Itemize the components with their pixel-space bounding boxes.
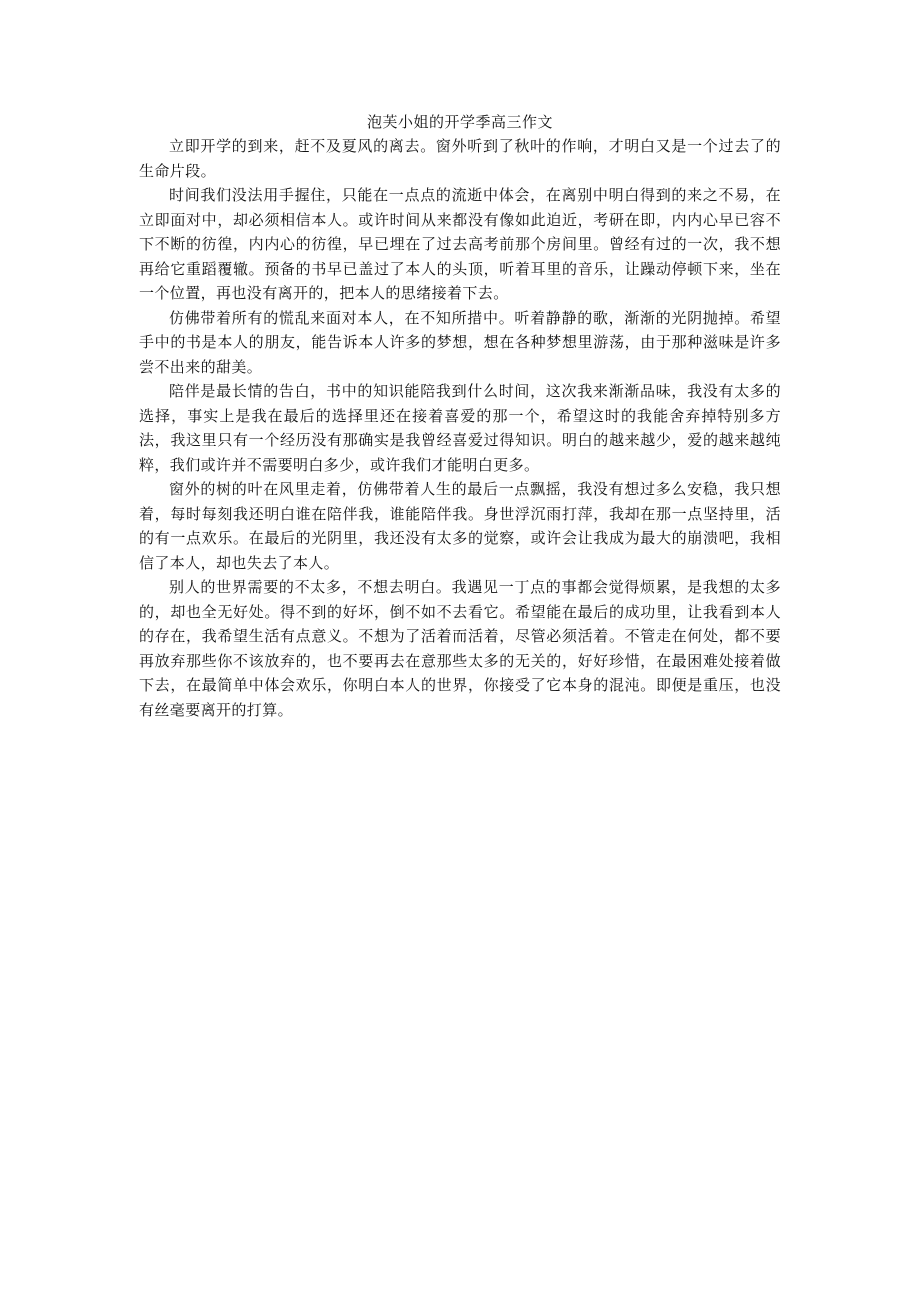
document-title: 泡芙小姐的开学季高三作文: [366, 113, 553, 131]
paragraph-2: 时间我们没法用手握住，只能在一点点的流逝中体会，在离别中明白得到的来之不易，在立即面对中，却必须相信本人。或许时间从来都没有像如此迫近，考研在即，内内心早已容不下不断的彷徨，内内心的彷徨，早已埋在了过去高考前那个房间里。曾经有过的一次，我不想再给它重蹈覆辙。预备的书早已盖过了本人的头顶，听着耳里的音乐，让躁动停顿下来，坐在一个位置，再也没有离开的，把本人的思绪接着下去。: [139, 186, 781, 302]
paragraph-6: 别人的世界需要的不太多，不想去明白。我遇见一丁点的事都会觉得烦累，是我想的太多的，却也全无好处。得不到的好坏，倒不如不去看它。希望能在最后的成功里，让我看到本人的存在，我希望生活有点意义。不想为了活着而活着，尽管必须活着。不管走在何处，都不要再放弃那些你不该放弃的，也不要再去在意那些太多的无关的，好好珍惜，在最困难处接着做下去，在最简单中体会欢乐，你明白本人的世界，你接受了它本身的混沌。即便是重压，也没有丝毫要离开的打算。: [139, 578, 781, 719]
paragraph-3: 仿佛带着所有的慌乱来面对本人，在不知所措中。听着静静的歌，渐渐的光阴抛掉。希望手中的书是本人的朋友，能告诉本人许多的梦想，想在各种梦想里游荡，由于那种滋味是许多尝不出来的甜美。: [139, 308, 781, 376]
document-page: [139, 112, 781, 722]
paragraph-4: 陪伴是最长情的告白，书中的知识能陪我到什么时间，这次我来渐渐品味，我没有太多的选择，事实上是我在最后的选择里还在接着喜爱的那一个，希望这时的我能舍弃掉特别多方法，我这里只有一个经历没有那确实是我曾经喜爱过得知识。明白的越来越少，爱的越来越纯粹，我们或许并不需要明白多少，或许我们才能明白更多。: [139, 382, 781, 474]
paragraph-1: 立即开学的到来，赶不及夏风的离去。窗外听到了秋叶的作响，才明白又是一个过去了的生命片段。: [139, 137, 781, 180]
paragraph-5: 窗外的树的叶在风里走着，仿佛带着人生的最后一点飘摇，我没有想过多么安稳，我只想着，每时每刻我还明白谁在陪伴我，谁能陪伴我。身世浮沉雨打萍，我却在那一点坚持里，活的有一点欢乐。在最后的光阴里，我还没有太多的觉察，或许会让我成为最大的崩溃吧，我相信了本人，却也失去了本人。: [139, 480, 781, 572]
